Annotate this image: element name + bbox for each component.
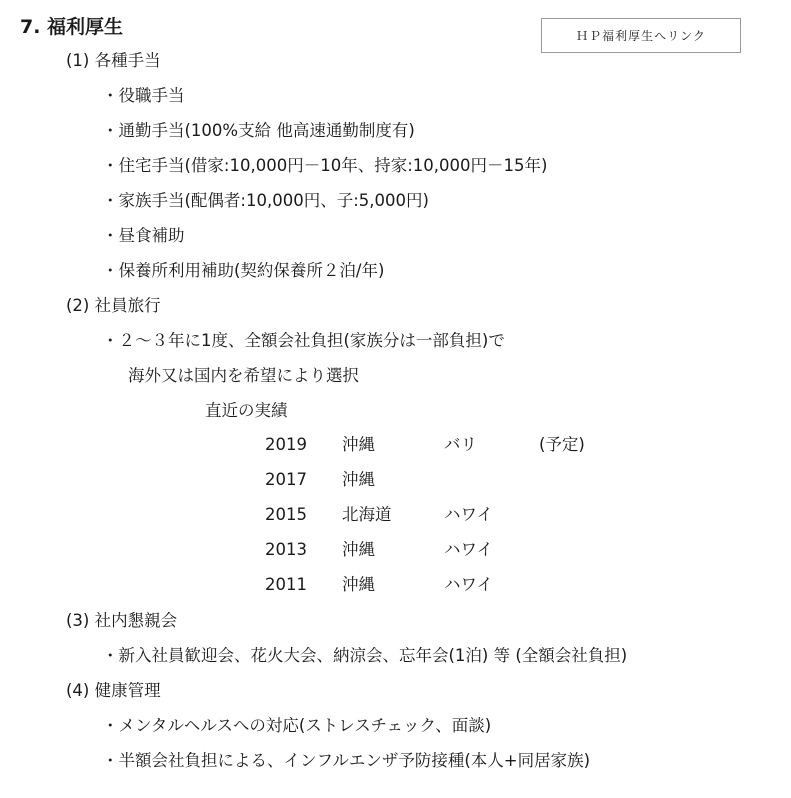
list-item: ・通勤手当(100%支給 他高速通勤制度有) (102, 121, 415, 140)
trip-overseas-destination: ハワイ (444, 505, 494, 524)
trip-year: 2017 (265, 470, 307, 489)
trip-domestic-destination: 沖縄 (342, 540, 375, 559)
section-heading-social-events: (3) 社内懇親会 (66, 611, 178, 630)
trip-year: 2019 (265, 435, 307, 454)
list-item: ・家族手当(配偶者:10,000円、子:5,000円) (102, 191, 429, 210)
record-heading: 直近の実績 (205, 401, 288, 420)
trip-year: 2013 (265, 540, 307, 559)
trip-overseas-destination: ハワイ (444, 575, 494, 594)
trip-domestic-destination: 沖縄 (342, 435, 375, 454)
trip-year: 2015 (265, 505, 307, 524)
trip-year: 2011 (265, 575, 307, 594)
list-item: ・昼食補助 (102, 226, 185, 245)
section-heading-health-management: (4) 健康管理 (66, 681, 161, 700)
list-item: ・保養所利用補助(契約保養所２泊/年) (102, 261, 385, 280)
trip-overseas-destination: バリ (444, 435, 477, 454)
section-heading-company-trip: (2) 社員旅行 (66, 296, 161, 315)
hp-benefits-link-button[interactable]: ＨＰ福利厚生へリンク (541, 18, 741, 53)
list-item: ・半額会社負担による、インフルエンザ予防接種(本人+同居家族) (102, 751, 591, 770)
trip-domestic-destination: 沖縄 (342, 575, 375, 594)
section-heading-allowances: (1) 各種手当 (66, 51, 161, 70)
list-item: ・２～３年に1度、全額会社負担(家族分は一部負担)で (102, 331, 505, 350)
list-item: ・新入社員歓迎会、花火大会、納涼会、忘年会(1泊) 等 (全額会社負担) (102, 646, 628, 665)
list-item: ・メンタルヘルスへの対応(ストレスチェック、面談) (102, 716, 492, 735)
trip-domestic-destination: 北海道 (342, 505, 392, 524)
trip-domestic-destination: 沖縄 (342, 470, 375, 489)
page-title: 7. 福利厚生 (20, 16, 124, 38)
list-item: ・役職手当 (102, 86, 185, 105)
list-item: ・住宅手当(借家:10,000円－10年、持家:10,000円－15年) (102, 156, 548, 175)
trip-note: (予定) (539, 435, 585, 454)
trip-overseas-destination: ハワイ (444, 540, 494, 559)
list-item-continued: 海外又は国内を希望により選択 (128, 366, 359, 385)
